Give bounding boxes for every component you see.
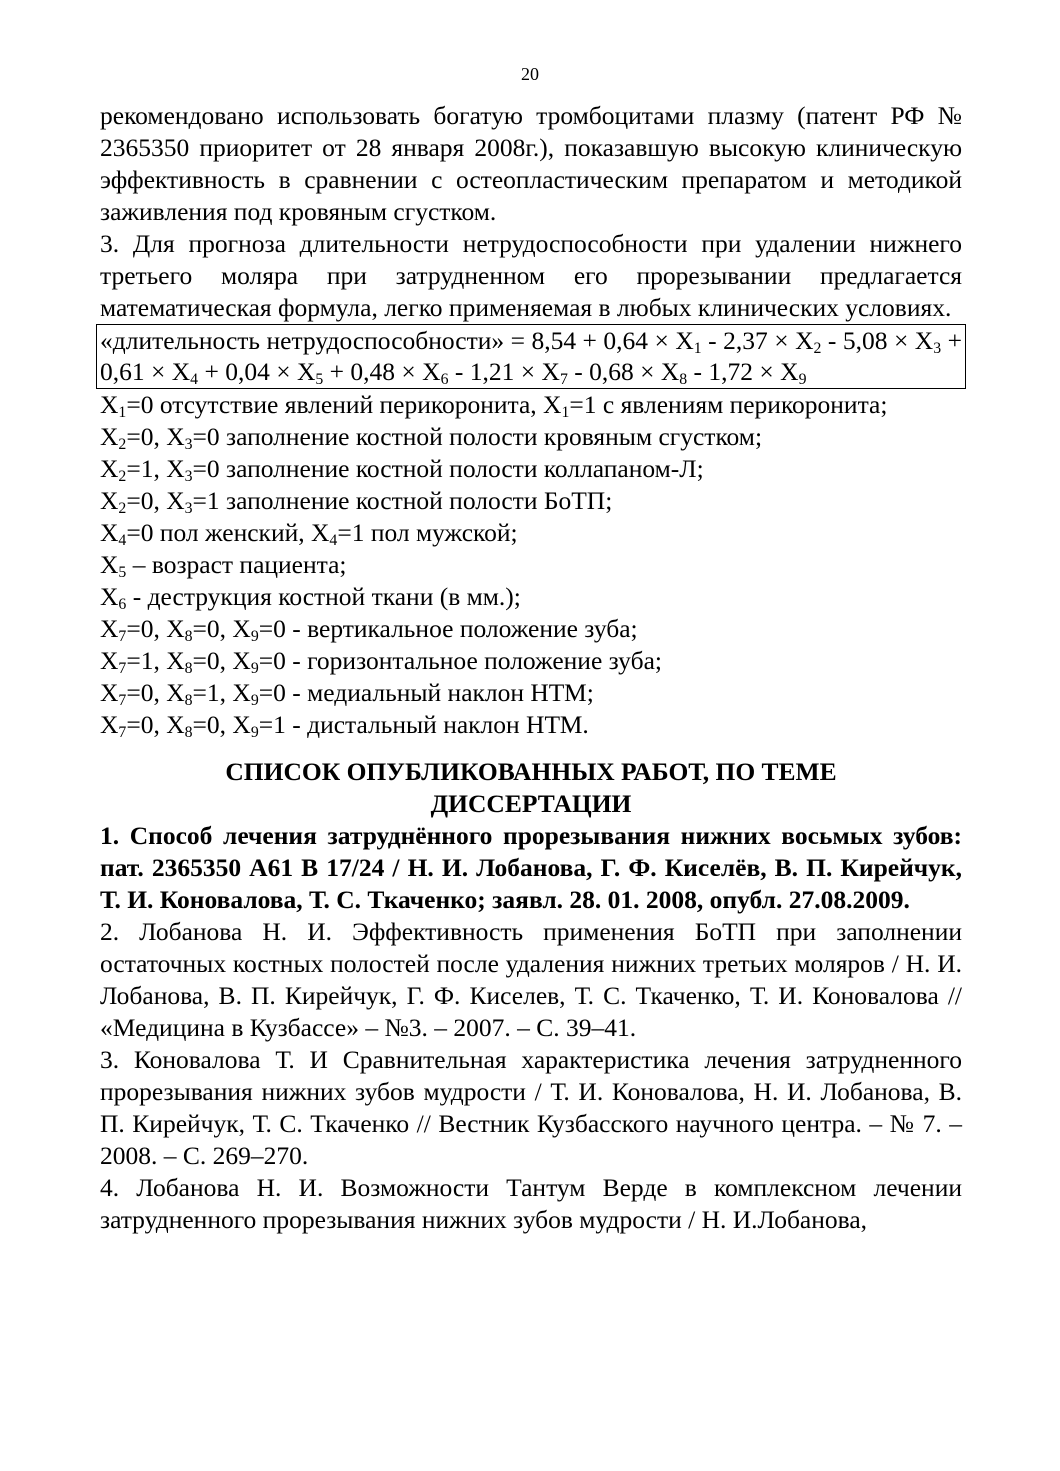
- definition-line: $X_1=0$ отсутствие явлений перикоронита, $X_1=1$ с явлениям перикоронита;: [100, 390, 888, 421]
- item-3-paragraph: 3. Для прогноза длительности нетрудоспособности при удалении нижнего третьего моляра при затрудненном его прорезывании предлагается математическая формула, легко применяемая в любых клинических условиях.: [100, 229, 962, 322]
- definition-line: $X_5$ – возраст пациента;: [100, 550, 347, 581]
- formula-box: «длительность нетрудоспособности» = $8,54 + 0,64 \times X_1 - 2,37 \times X_2 - 5,08 \times X_3 + 0,61 \times X_4 + 0,04 \times X_5 + 0,48 \times X_6 - 1,21 \times X_7 - 0,68 \times X_8 - 1,72 \times X_9$: [96, 324, 966, 389]
- definition-line: $X_6$ - деструкция костной ткани (в мм.);: [100, 582, 521, 613]
- reference-item: 1. Способ лечения затруднённого прорезывания нижних восьмых зубов: пат. 2365350 A61 B 17/24 / Н. И. Лобанова, Г. Ф. Киселёв, В. П. Кирейчук, Т. И. Коновалова, Т. С. Ткаченко; заявл. 28. 01. 2008, опубл. 27.08.2009.: [100, 821, 962, 914]
- definition-line: $X_7=0$, $X_8=1$, $X_9=0$ - медиальный наклон НТМ;: [100, 678, 594, 709]
- page-content: [100, 100, 962, 1236]
- definition-line: $X_7=1$, $X_8=0$, $X_9=0$ - горизонтальное положение зуба;: [100, 646, 662, 677]
- definition-line: $X_4=0$ пол женский, $X_4=1$ пол мужской;: [100, 518, 518, 549]
- definition-line: $X_2=1$, $X_3=0$ заполнение костной полости коллапаном-Л;: [100, 454, 704, 485]
- page-number: 20: [521, 64, 539, 84]
- definition-line: $X_2=0$, $X_3=0$ заполнение костной полости кровяным сгустком;: [100, 422, 763, 453]
- definition-line: $X_7=0$, $X_8=0$, $X_9=0$ - вертикальное положение зуба;: [100, 614, 638, 645]
- reference-item: 3. Коновалова Т. И Сравнительная характеристика лечения затрудненного прорезывания нижних зубов мудрости / Т. И. Коновалова, Н. И. Лобанова, В. П. Кирейчук, Т. С. Ткаченко // Вестник Кузбасского научного центра. – № 7. – 2008. – С. 269–270.: [100, 1045, 962, 1170]
- section-heading: СПИСОК ОПУБЛИКОВАННЫХ РАБОТ, ПО ТЕМЕ ДИССЕРТАЦИИ: [225, 757, 837, 818]
- intro-paragraph: рекомендовано использовать богатую тромбоцитами плазму (патент РФ № 2365350 приоритет от 28 января 2008г.), показавшую высокую клиническую эффективность в сравнении с остеопластическим препаратом и методикой заживления под кровяным сгустком.: [100, 101, 962, 226]
- definition-line: $X_2=0$, $X_3=1$ заполнение костной полости БоТП;: [100, 486, 613, 517]
- definition-line: $X_7=0$, $X_8=0$, $X_9=1$ - дистальный наклон НТМ.: [100, 710, 589, 741]
- reference-item: 2. Лобанова Н. И. Эффективность применения БоТП при заполнении остаточных костных полостей после удаления нижних третьих моляров / Н. И. Лобанова, В. П. Кирейчук, Г. Ф. Киселев, Т. С. Ткаченко, Т. И. Коновалова // «Медицина в Кузбассе» – №3. – 2007. – С. 39–41.: [100, 917, 962, 1042]
- reference-item: 4. Лобанова Н. И. Возможности Тантум Верде в комплексном лечении затрудненного прорезывания нижних зубов мудрости / Н. И.Лобанова,: [100, 1173, 962, 1234]
